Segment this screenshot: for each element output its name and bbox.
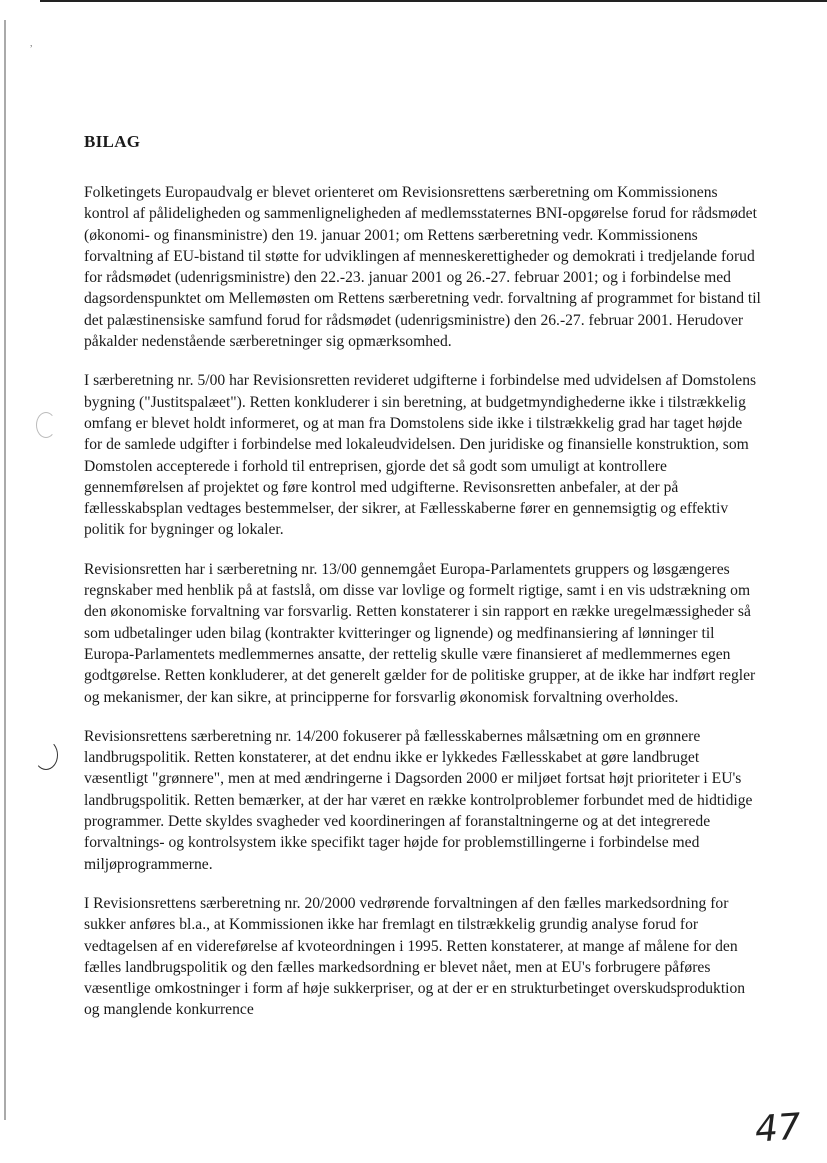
paragraph-report-13-00: Revisionsretten har i særberetning nr. 13/00 gennemgået Europa-Parlamentets gruppers og løsgængeres regnskaber med henblik på at fastslå, om disse var lovlige og formelt rigtige, samt i en vis udstrækning om den økonomiske forvaltning var forsvarlig. Retten konstaterer i sin rapport en række uregelmæssigheder så som udbetalinger uden bilag (kontrakter kvitteringer og lignende) og medfinansiering af lønninger til Europa-Parlamentets medlemmernes ansatte, der rettelig skulle være finansieret af medlemmernes egen godtgørelse. Retten konkluderer, at det generelt gælder for de politiske grupper, at de ikke har indført regler og mekanismer, der kan sikre, at principperne for forsvarlig økonomisk forvaltning overholdes. bbox=[84, 560, 756, 706]
paragraph-report-14-200: Revisionsrettens særberetning nr. 14/200 fokuserer på fællesskabernes målsætning om en grønnere landbrugspolitik. Retten konstaterer, at det endnu ikke er lykkedes Fællesskabet at gøre landbruget væsentligt "grønnere", men at med ændringerne i Dagsorden 2000 er miljøet fortsat højt prioriteter i EU's landbrugspolitik. Retten bemærker, at der har været en række kontrolproblemer forbundet med de hidtidige programmer. Dette skyldes svagheder ved koordineringen af foranstaltningerne og at det integrerede forvaltnings- og kontrolsystem ikke specifikt tager højde for problemstillingerne i forbindelse med miljøprogrammerne. bbox=[84, 727, 753, 873]
punch-hole-lower bbox=[34, 740, 58, 770]
document-heading: BILAG bbox=[84, 132, 141, 151]
paragraph-intro: Folketingets Europaudvalg er blevet orienteret om Revisionsrettens særberetning om Kommissionens kontrol af pålideligheden og sammenligneligheden af medlemsstaternes BNI-opgørelse forud for rådsmødet (økonomi- og finansministre) den 19. januar 2001; om Rettens særberetning vedr. Kommissionens forvaltning af EU-bistand til støtte for udviklingen af menneskerettigheder og demokrati i tredjelande forud for rådsmødet (udenrigsministre) den 22.-23. januar 2001 og 26.-27. februar 2001; og i forbindelse med dagsordenspunktet om Mellemøsten om Rettens særberetning vedr. forvaltning af programmet for bistand til det palæstinensiske samfund forud for rådsmødet (udenrigsministre) den 26.-27. februar 2001. Herudover påkalder nedenstående særberetninger sig opmærksomhed. bbox=[84, 184, 761, 351]
paragraph-report-5-00: I særberetning nr. 5/00 har Revisionsretten revideret udgifterne i forbindelse med udvidelsen af Domstolens bygning ("Justitspalæet"). Retten konkluderer i sin beretning, at budgetmyndighederne ikke i tilstrækkelig omfang er blevet holdt informeret, og at man fra Domstolens side ikke i tilstrækkelig grad har taget højde for de samlede udgifter i forbindelse med lokaleudvidelsen. Den juridiske og finansielle konstruktion, som Domstolen accepterede i forhold til entreprisen, gjorde det så godt som umuligt at kontrollere gennemførelsen af projektet og føre kontrol med udgifterne. Revisonsretten anbefaler, at der på fællesskabsplan vedtages bestemmelser, der sikrer, at Fællesskaberne fører en gennemsigtig og effektiv politik for bygninger og lokaler. bbox=[84, 372, 757, 539]
scan-top-rule bbox=[40, 0, 827, 2]
document-body bbox=[84, 132, 764, 1039]
scan-speck: , bbox=[30, 38, 33, 49]
handwritten-page-number: 47 bbox=[753, 1106, 803, 1151]
scan-left-edge bbox=[4, 20, 6, 1120]
punch-hole-upper bbox=[36, 412, 56, 438]
paragraph-report-20-2000: I Revisionsrettens særberetning nr. 20/2000 vedrørende forvaltningen af den fælles markedsordning for sukker anføres bl.a., at Kommissionen ikke har fremlagt en tilstrækkelig grundig analyse forud for vedtagelsen af en videreførelse af kvoteordningen i 1995. Retten konstaterer, at mange af målene for den fælles landbrugspolitik og den fælles markedsordning er blevet nået, men at EU's forbrugere påføres væsentlige omkostninger i form af høje sukkerpriser, og at der er en strukturbetinget overskudsproduktion og manglende konkurrence bbox=[84, 894, 746, 1019]
